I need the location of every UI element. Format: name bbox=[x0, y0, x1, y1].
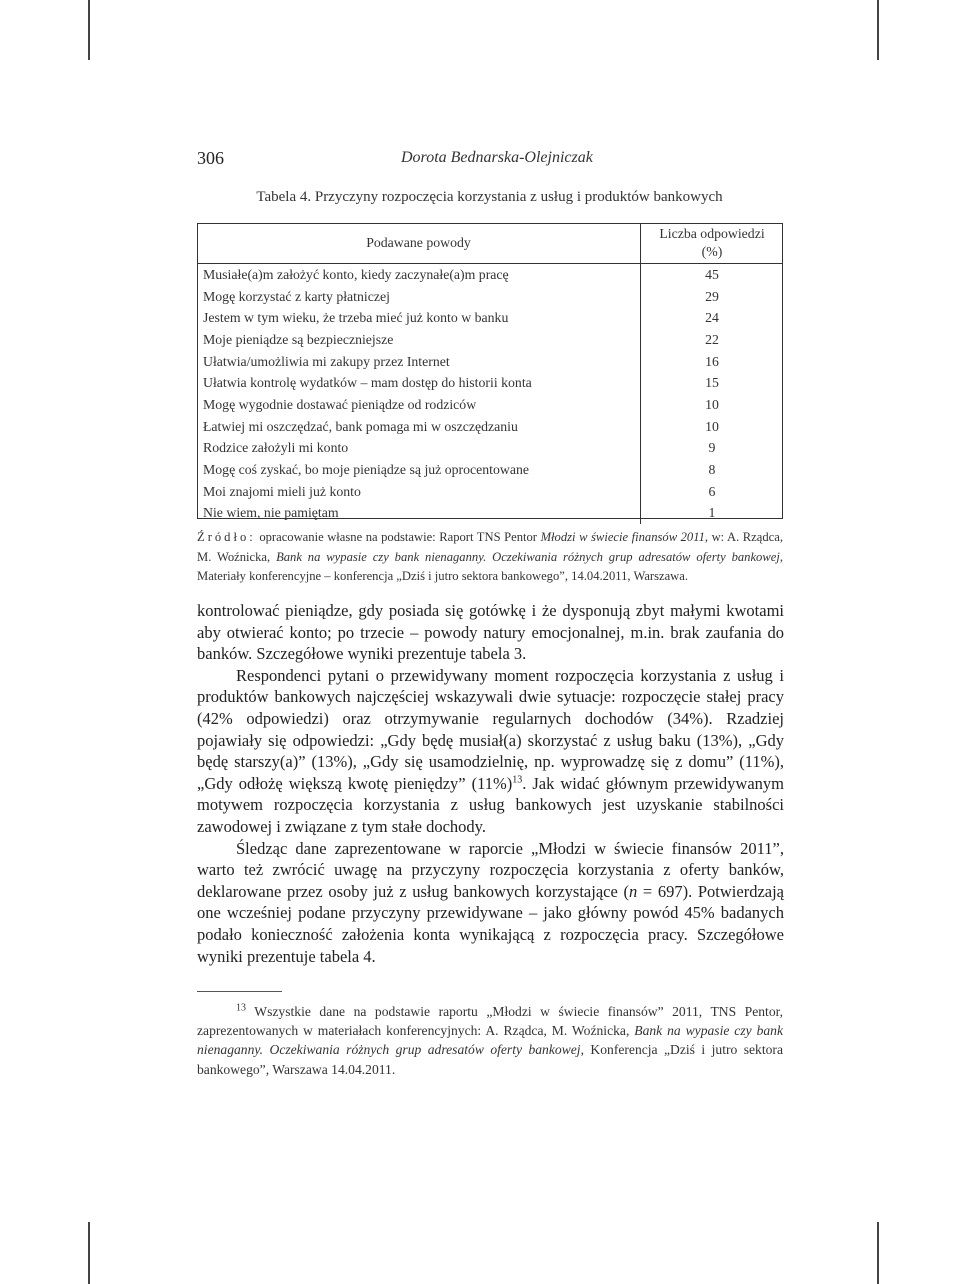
page-number: 306 bbox=[197, 148, 224, 168]
row-reason: Musiałe(a)m założyć konto, kiedy zaczynałe(a)m pracę bbox=[203, 266, 509, 282]
footnote-text-2: , Konferencja „Dziś i jutro sektora bankowego”, Warszawa 14.04.2011. bbox=[197, 1042, 783, 1077]
table-row bbox=[197, 503, 783, 525]
table-row bbox=[197, 264, 783, 286]
column-header-reasons: Podawane powody bbox=[197, 223, 641, 264]
row-reason: Mogę wygodnie dostawać pieniądze od rodziców bbox=[203, 396, 477, 412]
row-reason: Moi znajomi mieli już konto bbox=[203, 483, 361, 499]
row-reason: Nie wiem, nie pamiętam bbox=[203, 505, 339, 521]
source-italic-2: Bank na wypasie czy bank nienaganny. Oczekiwania różnych grup adresatów oferty bankowej bbox=[276, 549, 780, 564]
row-reason: Ułatwia kontrolę wydatków – mam dostęp do historii konta bbox=[203, 375, 532, 391]
row-reason: Moje pieniądze są bezpieczniejsze bbox=[203, 331, 394, 347]
row-percent: 24 bbox=[641, 307, 784, 329]
row-percent: 6 bbox=[641, 481, 784, 503]
paragraph-3-text-b: = 697). Potwierdzają one wcześniej podane przyczyny przewidywane – jako główny powód 45% badanych podało konieczność założenia konta wynikającą z rozpoczęcia pracy. Szczegółowe wyniki prezentuje tabela 4. bbox=[197, 881, 785, 966]
table-row bbox=[197, 459, 783, 481]
row-reason: Jestem w tym wieku, że trzeba mieć już konto w banku bbox=[203, 310, 509, 326]
row-percent: 8 bbox=[641, 459, 784, 481]
footnote-separator bbox=[197, 991, 282, 992]
paragraph-3-text-a: Śledząc dane zaprezentowane w raporcie „Młodzi w świecie finansów 2011”, warto też zwrócić uwagę na przyczyny rozpoczęcia korzystania z oferty banków, deklarowane przez osoby już z usług bankowych korzystające ( bbox=[197, 838, 784, 901]
row-percent: 45 bbox=[641, 264, 784, 286]
table-row bbox=[197, 286, 783, 308]
footnote-italic: Bank na wypasie czy bank nienaganny. Oczekiwania różnych grup adresatów oferty bankowej bbox=[197, 1023, 784, 1058]
footnote-ref-13[interactable]: 13 bbox=[512, 774, 523, 786]
source-italic-1: Młodzi w świecie finansów 2011 bbox=[540, 530, 705, 544]
table-row bbox=[197, 481, 783, 503]
running-head-author: Dorota Bednarska-Olejniczak bbox=[401, 149, 593, 166]
row-percent: 1 bbox=[641, 503, 784, 525]
reasons-table bbox=[197, 223, 783, 524]
row-percent: 16 bbox=[641, 351, 784, 373]
table-row bbox=[197, 307, 783, 329]
table-row bbox=[197, 416, 783, 438]
table-row bbox=[197, 438, 783, 460]
row-percent: 10 bbox=[641, 416, 784, 438]
row-percent: 29 bbox=[641, 286, 784, 308]
table-caption: Tabela 4. Przyczyny rozpoczęcia korzystania z usług i produktów bankowych bbox=[256, 189, 723, 205]
table-header-row bbox=[197, 223, 783, 264]
crop-mark-top-right bbox=[877, 0, 879, 60]
column-header-percent-line1: Liczba odpowiedzi bbox=[659, 226, 765, 241]
row-percent: 22 bbox=[641, 329, 784, 351]
paragraph-2-text-a: Respondenci pytani o przewidywany moment rozpoczęcia korzystania z usług i produktów bankowych najczęściej wskazywali dwie sytuacje: rozpoczęcie stałej pracy (42% odpowiedzi) oraz otrzymywanie regularnych dochodów (34%). Rzadziej pojawiały się odpowiedzi: „Gdy będę musiał(a) skorzystać z usług baku (13%), „Gdy będę starszy(a)” (13%), „Gdy się usamodzielnię, np. wyprowadzę się z domu” (11%), „Gdy odłożę większą kwotę pieniędzy” (11%) bbox=[197, 665, 784, 793]
column-header-percent bbox=[641, 223, 784, 264]
crop-mark-top-left bbox=[88, 0, 90, 60]
table-row bbox=[197, 394, 783, 416]
row-reason: Rodzice założyli mi konto bbox=[203, 440, 349, 456]
source-text-3: , Materiały konferencyjne – konferencja „Dziś i jutro sektora bankowego”, 14.04.2011, Warszawa. bbox=[197, 549, 783, 583]
source-text-2: , w: A. Rządca, M. Woźnicka, bbox=[197, 530, 783, 564]
table-body bbox=[197, 264, 783, 525]
paragraph-3 bbox=[197, 838, 784, 968]
crop-mark-bottom-left bbox=[88, 1222, 90, 1284]
paragraph-1: kontrolować pieniądze, gdy posiada się gotówkę i że dysponują zbyt małymi kwotami aby otwierać konto; po trzecie – powody natury emocjonalnej, m.in. brak zaufania do banków. Szczegółowe wyniki prezentuje tabela 3. bbox=[197, 601, 784, 664]
paragraph-2 bbox=[197, 665, 784, 838]
source-label: Źródło: bbox=[197, 530, 256, 544]
row-reason: Łatwiej mi oszczędzać, bank pomaga mi w oszczędzaniu bbox=[203, 418, 518, 434]
column-header-percent-line2: (%) bbox=[701, 244, 723, 259]
row-percent: 9 bbox=[641, 438, 784, 460]
sample-size-symbol: n bbox=[628, 881, 638, 901]
body-text bbox=[197, 600, 784, 967]
table-row bbox=[197, 329, 783, 351]
row-percent: 10 bbox=[641, 394, 784, 416]
footnote-number: 13 bbox=[236, 1002, 246, 1014]
row-percent: 15 bbox=[641, 372, 784, 394]
running-head bbox=[197, 148, 782, 170]
row-reason: Mogę coś zyskać, bo moje pieniądze są już oprocentowane bbox=[203, 462, 530, 478]
paragraph-2-text-b: . Jak widać głównym przewidywanym motywem rozpoczęcia korzystania z usług bankowych jest uzyskanie stabilności zawodowej i związane z tym stałe dochody. bbox=[197, 773, 784, 836]
table-row bbox=[197, 372, 783, 394]
source-text-1: opracowanie własne na podstawie: Raport TNS Pentor bbox=[259, 530, 538, 544]
row-reason: Ułatwia/umożliwia mi zakupy przez Internet bbox=[203, 353, 450, 369]
footnote-text-1: Wszystkie dane na podstawie raportu „Młodzi w świecie finansów” 2011, TNS Pentor, zaprezentowanych w materiałach konferencyjnych: A. Rządca, M. Woźnicka, bbox=[197, 1004, 784, 1039]
table-row bbox=[197, 351, 783, 373]
footnote-13 bbox=[197, 1002, 783, 1079]
crop-mark-bottom-right bbox=[877, 1222, 879, 1284]
row-reason: Mogę korzystać z karty płatniczej bbox=[203, 288, 390, 304]
table-source-note bbox=[197, 528, 783, 587]
